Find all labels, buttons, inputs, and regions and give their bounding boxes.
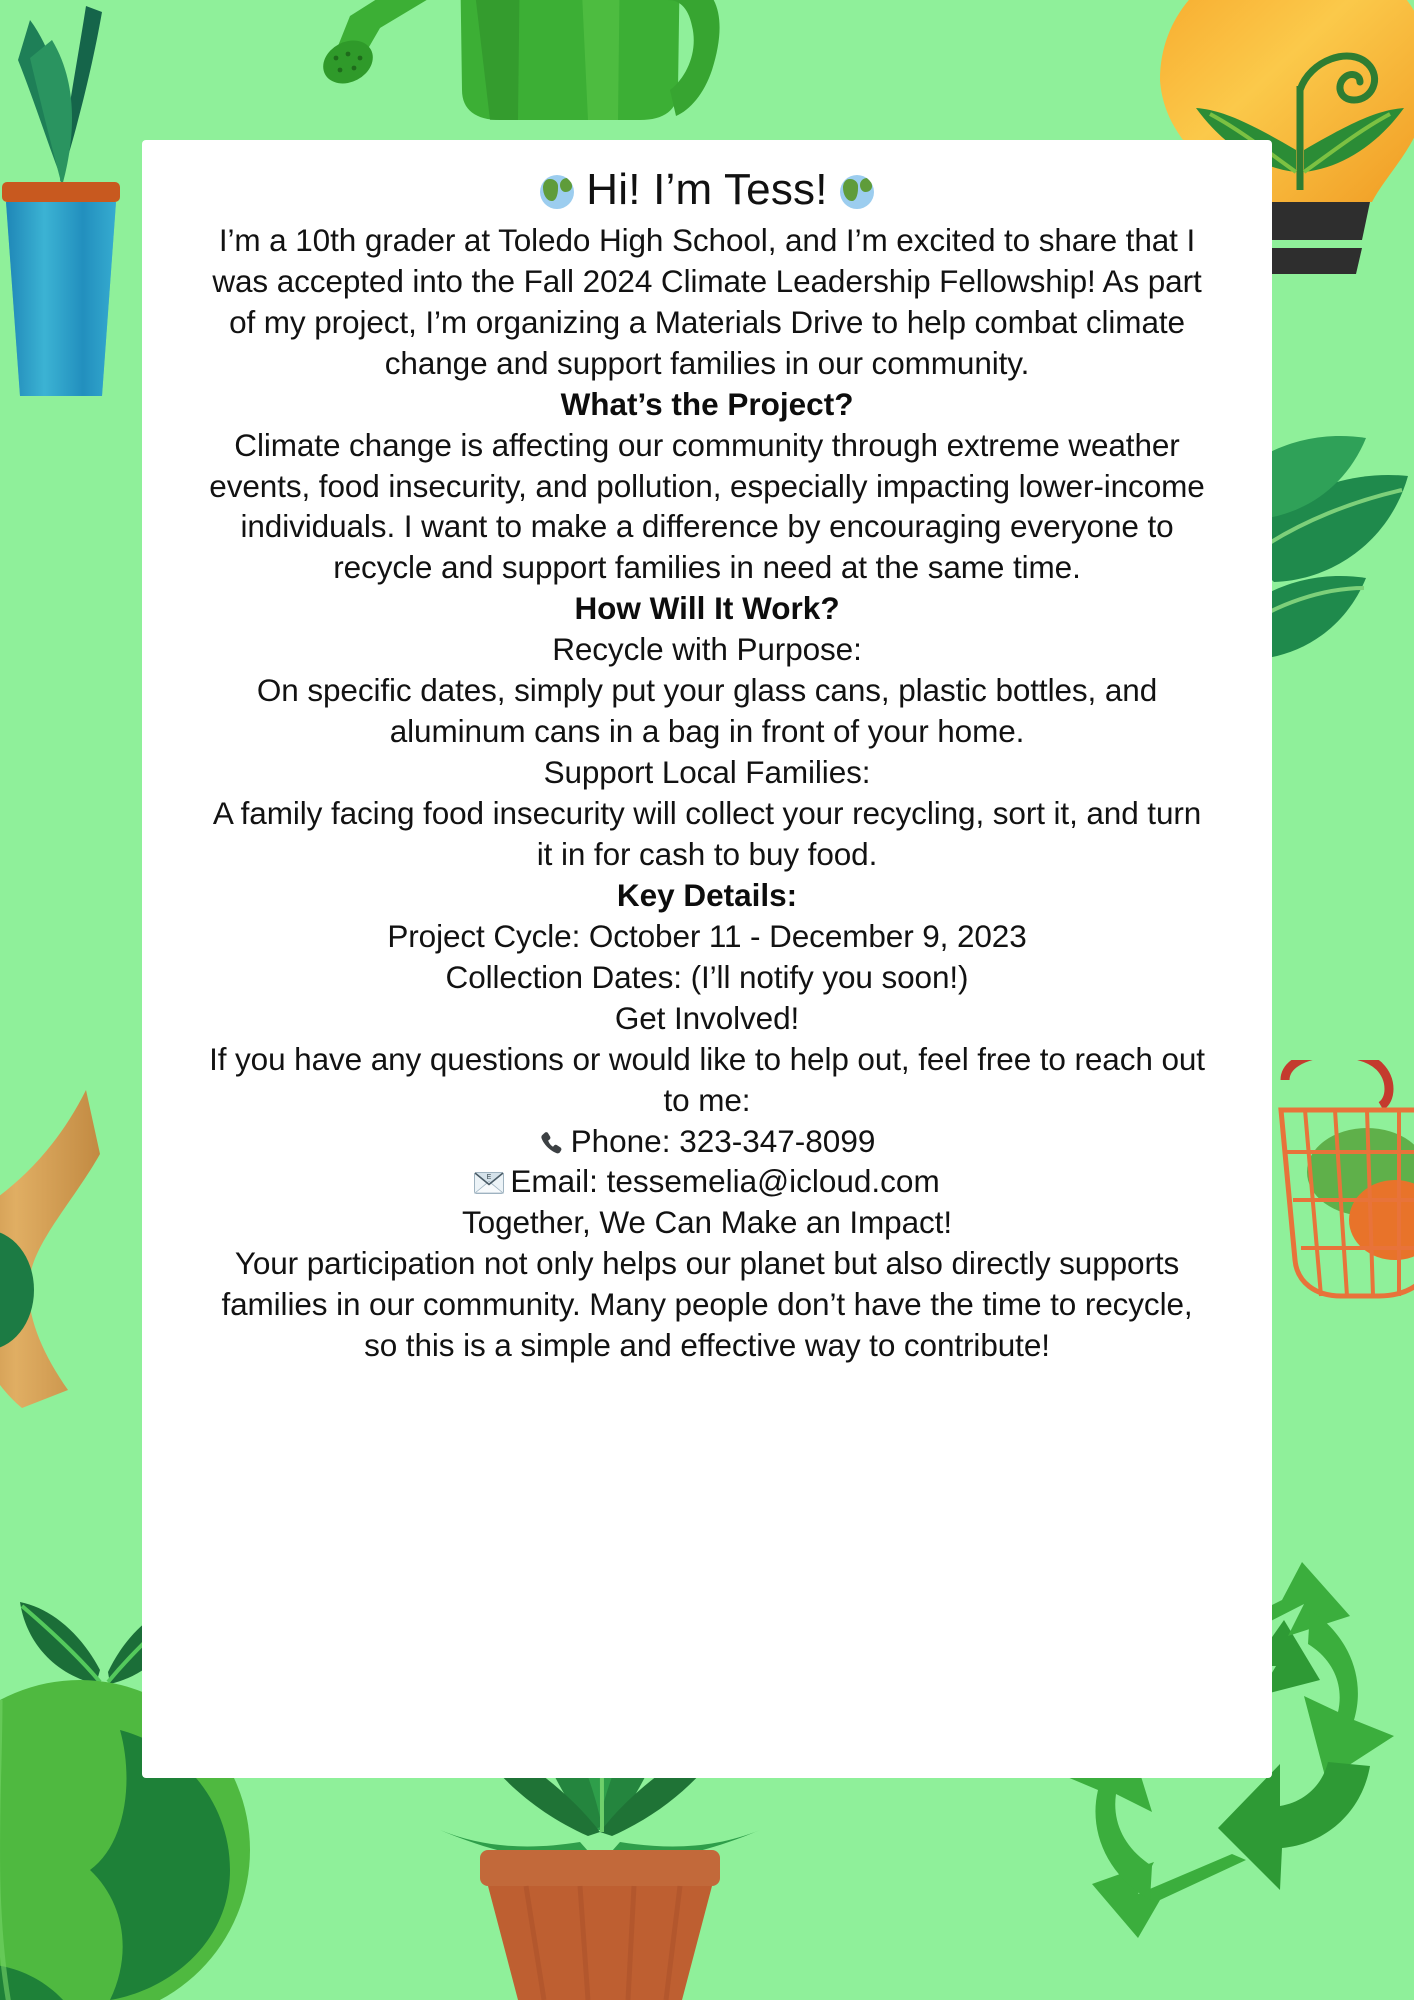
intro-line: change and support families in our community.: [384, 344, 1030, 381]
intro-line: I’m a 10th grader at Toledo High School, and I’m excited to share that I: [218, 221, 1196, 258]
svg-text:E: E: [486, 1174, 492, 1182]
section-heading-how-it-works: How Will It Work?: [574, 590, 840, 627]
section-line: events, food insecurity, and pollution, especially impacting lower-income: [209, 467, 1205, 504]
section-heading-key-details: Key Details:: [616, 876, 798, 913]
page-title: [156, 164, 1258, 216]
contact-phone[interactable]: [156, 1121, 1258, 1162]
contact-phone-label: Phone: 323-347-8099: [570, 1122, 876, 1159]
closing-headline: Together, We Can Make an Impact!: [462, 1204, 952, 1241]
intro-line: was accepted into the Fall 2024 Climate Leadership Fellowship! As part: [212, 262, 1202, 299]
section-line: A family facing food insecurity will collect your recycling, sort it, and turn: [212, 795, 1202, 832]
section-line: it in for cash to buy food.: [536, 835, 878, 872]
contact-email-label: Email: tessemelia@icloud.com: [510, 1163, 940, 1200]
basket-of-produce-illustration: [1275, 1060, 1414, 1360]
content-card: [142, 140, 1272, 1778]
section-line: Project Cycle: October 11 - December 9, 2023: [387, 917, 1027, 954]
content-body: [156, 164, 1258, 1366]
closing-line: families in our community. Many people don’t have the time to recycle,: [221, 1286, 1193, 1323]
section-line: Support Local Families:: [543, 754, 871, 791]
globe-icon: [840, 175, 874, 209]
section-heading-project: What’s the Project?: [560, 385, 854, 422]
section-line: Recycle with Purpose:: [552, 631, 862, 668]
section-line: Climate change is affecting our community through extreme weather: [234, 426, 1180, 463]
section-line: recycle and support families in need at the same time.: [333, 549, 1081, 586]
telephone-icon: [539, 1125, 565, 1151]
section-line: Get Involved!: [614, 999, 800, 1036]
globe-icon: [540, 175, 574, 209]
section-line: aluminum cans in a bag in front of your home.: [389, 713, 1025, 750]
closing-line: so this is a simple and effective way to contribute!: [364, 1327, 1050, 1364]
intro-line: of my project, I’m organizing a Materials Drive to help combat climate: [229, 303, 1185, 340]
section-line: individuals. I want to make a difference by encouraging everyone to: [240, 508, 1174, 545]
page-title-text: Hi! I’m Tess!: [586, 165, 828, 214]
contact-email[interactable]: [156, 1161, 1258, 1202]
wooden-branch-illustration: [0, 1090, 150, 1410]
section-line: to me:: [663, 1081, 751, 1118]
closing-line: Your participation not only helps our planet but also directly supports: [234, 1245, 1180, 1282]
section-line: If you have any questions or would like to help out, feel free to reach out: [209, 1040, 1205, 1077]
section-line: On specific dates, simply put your glass cans, plastic bottles, and: [256, 672, 1158, 709]
envelope-icon: [474, 1163, 504, 1185]
section-line: Collection Dates: (I’ll notify you soon!): [445, 958, 969, 995]
